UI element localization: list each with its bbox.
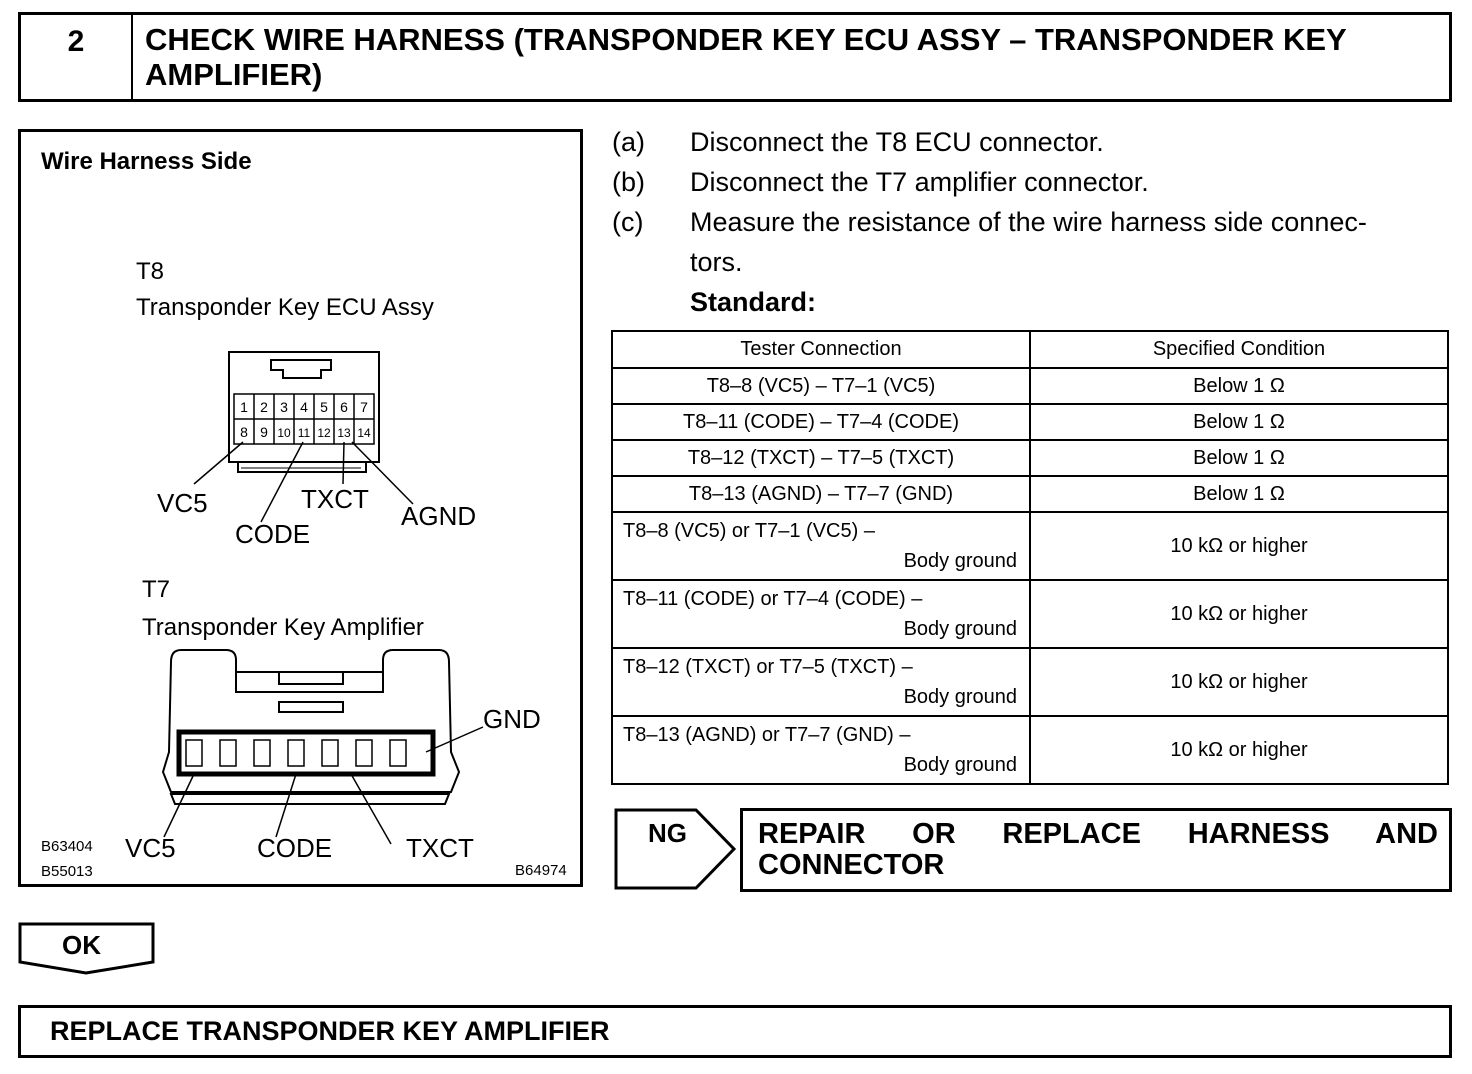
t8-pin-number: 9 (260, 424, 268, 440)
t7-pin-frame (179, 732, 433, 774)
connection-line2: Body ground (903, 754, 1017, 776)
connection-cell (612, 648, 1030, 716)
ng-result-text: REPAIR OR REPLACE HARNESS AND CONNECTOR (758, 818, 1438, 881)
connection-line1: T8–8 (VC5) or T7–1 (VC5) – (623, 520, 875, 542)
table-row (612, 440, 1448, 476)
condition-cell: 10 kΩ or higher (1030, 648, 1448, 716)
connection-cell: T8–11 (CODE) – T7–4 (CODE) (612, 404, 1030, 440)
connection-cell (612, 716, 1030, 784)
connection-line2: Body ground (903, 618, 1017, 640)
t7-label-gnd: GND (483, 704, 541, 734)
instruction-b-letter: (b) (612, 167, 645, 197)
t8-name: Transponder Key ECU Assy (136, 294, 434, 321)
t8-pin-number: 13 (337, 426, 351, 440)
t8-pin-number: 10 (277, 426, 291, 440)
figure-code-b63404: B63404 (41, 838, 93, 855)
t8-pin-number: 6 (340, 399, 348, 415)
t8-pin-number: 14 (357, 426, 371, 440)
table-row (612, 648, 1448, 716)
t8-label-vc5: VC5 (157, 488, 208, 518)
t8-pin-number: 4 (300, 399, 308, 415)
instruction-a-letter: (a) (612, 127, 645, 157)
t7-pins (186, 740, 406, 766)
condition-cell: Below 1 Ω (1030, 440, 1448, 476)
t7-id: T7 (142, 576, 171, 603)
connection-cell: T8–12 (TXCT) – T7–5 (TXCT) (612, 440, 1030, 476)
connection-line2: Body ground (903, 550, 1017, 572)
t8-pin-number: 1 (240, 399, 248, 415)
instruction-c-letter: (c) (612, 207, 644, 237)
ng-result-box (740, 808, 1452, 892)
t8-label-agnd: AGND (401, 501, 477, 531)
table-row (612, 404, 1448, 440)
connection-cell (612, 580, 1030, 648)
connection-cell: T8–13 (AGND) – T7–7 (GND) (612, 476, 1030, 512)
table-row (612, 368, 1448, 404)
t8-pin-number: 2 (260, 399, 268, 415)
final-action-box (18, 1005, 1452, 1058)
connection-cell: T8–8 (VC5) – T7–1 (VC5) (612, 368, 1030, 404)
ng-label: NG (648, 818, 687, 848)
condition-cell: Below 1 Ω (1030, 476, 1448, 512)
table-row (612, 716, 1448, 784)
ok-label: OK (62, 930, 101, 960)
condition-cell: Below 1 Ω (1030, 368, 1448, 404)
step-title: CHECK WIRE HARNESS (TRANSPONDER KEY ECU ASSY – TRANSPONDER KEY AMPLIFIER) (145, 22, 1347, 92)
table-row (612, 512, 1448, 580)
condition-cell: 10 kΩ or higher (1030, 580, 1448, 648)
connection-cell (612, 512, 1030, 580)
standard-label: Standard: (690, 287, 817, 317)
connection-line1: T8–11 (CODE) or T7–4 (CODE) – (623, 588, 923, 610)
condition-cell: Below 1 Ω (1030, 404, 1448, 440)
table-header-row (612, 331, 1448, 368)
connection-line2: Body ground (903, 686, 1017, 708)
spec-table (611, 330, 1449, 785)
condition-cell: 10 kΩ or higher (1030, 512, 1448, 580)
t8-id: T8 (136, 258, 165, 285)
t8-pin-number: 7 (360, 399, 368, 415)
instruction-c-text-line1: Measure the resistance of the wire harness side connec- (690, 207, 1367, 237)
figure-code-b64974: B64974 (515, 862, 567, 879)
t7-label-txct: TXCT (406, 833, 474, 863)
t8-latch (271, 360, 331, 378)
step-header (18, 12, 1452, 102)
table-header-cell: Specified Condition (1030, 331, 1448, 368)
table-row (612, 580, 1448, 648)
t8-pin-number: 3 (280, 399, 288, 415)
connection-line1: T8–13 (AGND) or T7–7 (GND) – (623, 724, 911, 746)
t8-label-txct: TXCT (301, 484, 369, 514)
table-header-cell: Tester Connection (612, 331, 1030, 368)
t8-pin-number: 8 (240, 424, 248, 440)
table-row (612, 476, 1448, 512)
figure-code-b55013: B55013 (41, 863, 93, 880)
t8-pin-number: 12 (317, 426, 331, 440)
instruction-a-text: Disconnect the T8 ECU connector. (690, 127, 1104, 157)
instruction-b-text: Disconnect the T7 amplifier connector. (690, 167, 1149, 197)
connection-line1: T8–12 (TXCT) or T7–5 (TXCT) – (623, 656, 913, 678)
t7-label-code: CODE (257, 833, 333, 863)
instruction-c-text-line2: tors. (690, 247, 743, 277)
figure-title: Wire Harness Side (41, 148, 252, 175)
t7-label-vc5: VC5 (125, 833, 176, 863)
t8-label-code: CODE (235, 519, 311, 549)
t8-pin-number: 5 (320, 399, 328, 415)
final-action-text: REPLACE TRANSPONDER KEY AMPLIFIER (50, 1016, 610, 1046)
step-number: 2 (21, 15, 133, 99)
condition-cell: 10 kΩ or higher (1030, 716, 1448, 784)
t8-pin-number: 11 (297, 426, 311, 440)
t7-name: Transponder Key Amplifier (142, 614, 424, 641)
wire-harness-figure (18, 129, 583, 887)
